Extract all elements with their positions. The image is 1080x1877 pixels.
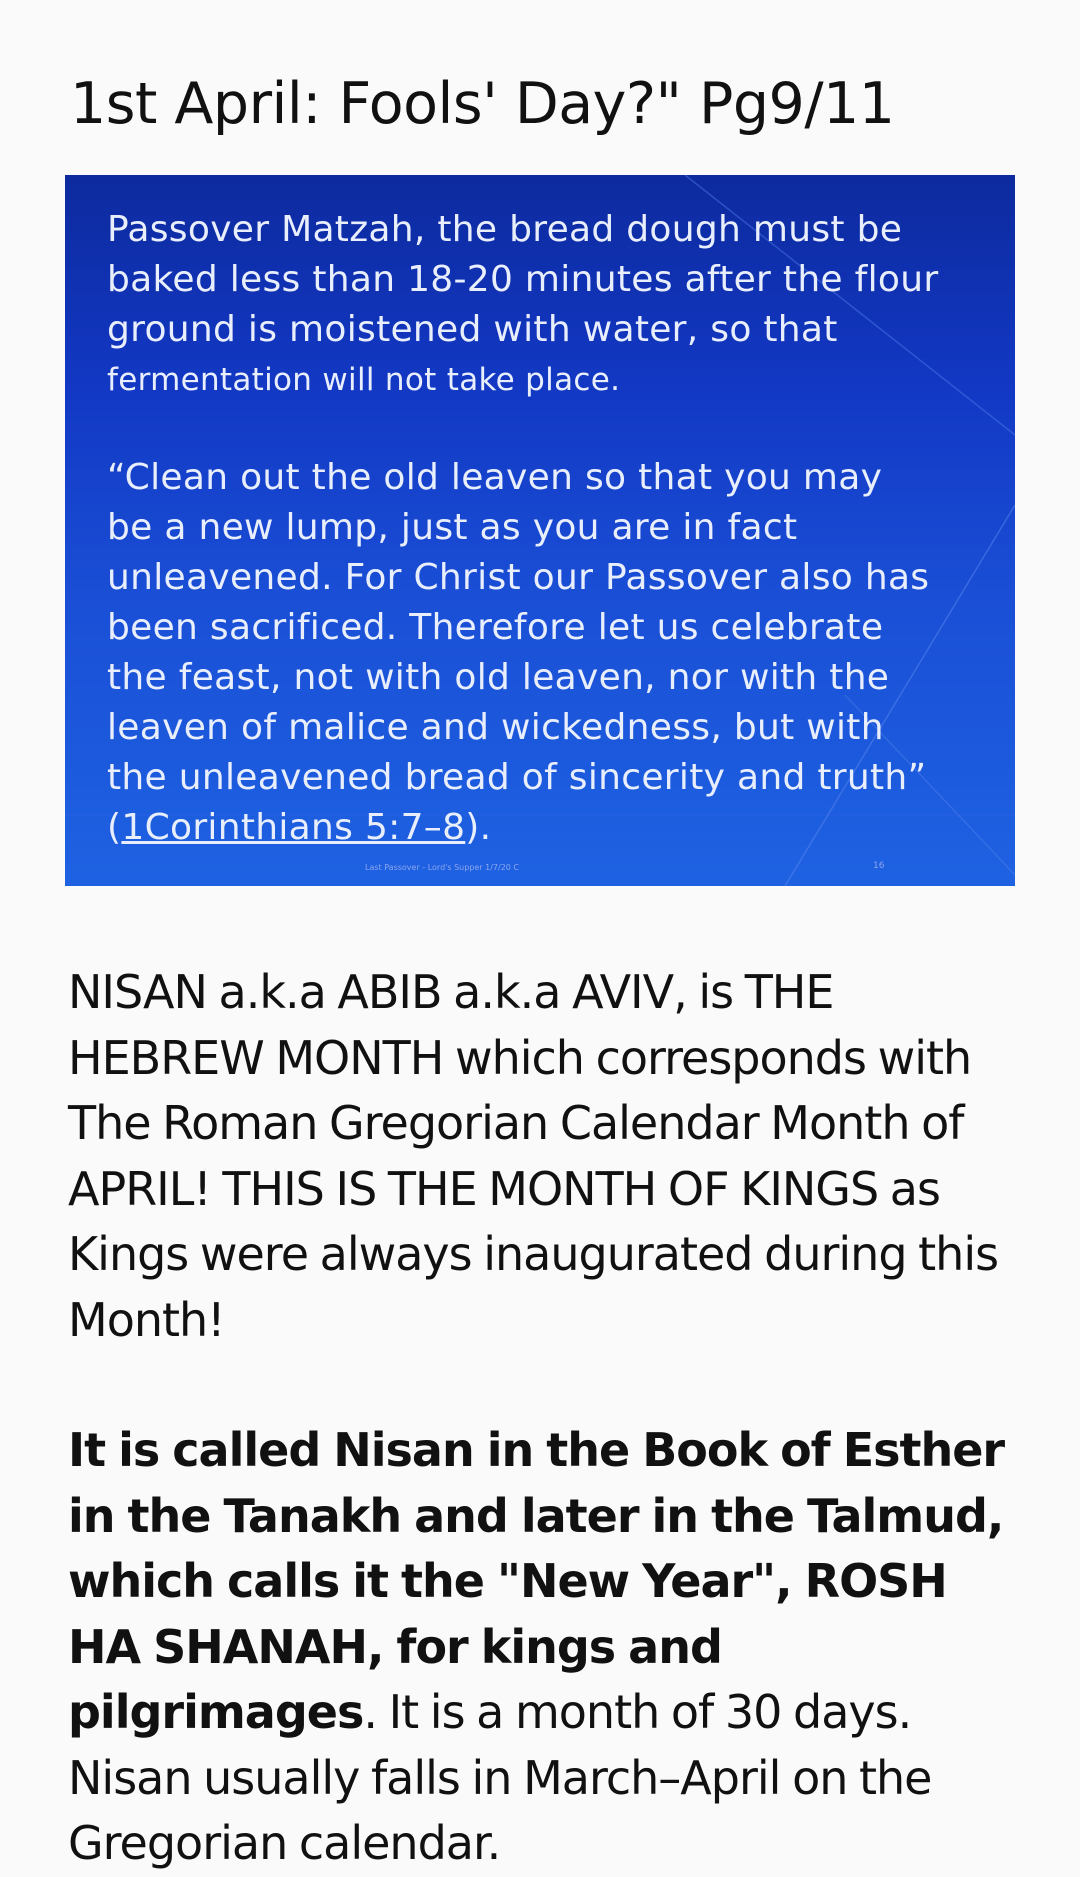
slide-text [107, 205, 1012, 853]
slide-line: leaven of malice and wickedness, but with [107, 707, 884, 748]
regular-text: . It is a month of 30 days. Nisan usually falls in March–April on the Gregorian calendar. [68, 1685, 932, 1870]
slide-page-number: 16 [873, 861, 885, 871]
slide-line: Passover Matzah, the bread dough must be [107, 209, 903, 250]
reference-close: ). [465, 807, 492, 848]
article-paragraph [68, 1418, 1028, 1877]
bold-text: It is called Nisan in the Book of Esther in the Tanakh and later in the Talmud, which calls it the "New Year", ROSH HA SHANAH, for kings and pilgrimages [68, 1423, 1005, 1739]
slide-line: the feast, not with old leaven, nor with the [107, 657, 890, 698]
slide-line: baked less than 18-20 minutes after the flour [107, 259, 939, 300]
slide-footer: Last Passover - Lord's Supper 1/7/20 C [365, 863, 520, 872]
slide-reference: (1Corinthians 5:7–8). [107, 807, 492, 848]
slide-line: ground is moistened with water, so that [107, 309, 838, 350]
page-title: 1st April: Fools' Day?" Pg9/11 [70, 71, 895, 137]
slide-line: been sacrificed. Therefore let us celebrate [107, 607, 884, 648]
bible-reference-link[interactable]: 1Corinthians 5:7–8 [121, 807, 466, 848]
article-paragraph: NISAN a.k.a ABIB a.k.a AVIV, is THE HEBREW MONTH which corresponds with The Roman Gregorian Calendar Month of APRIL! THIS IS THE MONTH OF KINGS as Kings were always inaugurated during this Month! [68, 965, 999, 1347]
article-body [68, 960, 1028, 1877]
slide-line: unleavened. For Christ our Passover also has [107, 557, 930, 598]
slide-line: fermentation will not take place. [107, 362, 621, 398]
slide-line: the unleavened bread of sincerity and truth” [107, 757, 927, 798]
slide-line: “Clean out the old leaven so that you may [107, 457, 883, 498]
slide-image [65, 175, 1015, 886]
slide-line: be a new lump, just as you are in fact [107, 507, 798, 548]
